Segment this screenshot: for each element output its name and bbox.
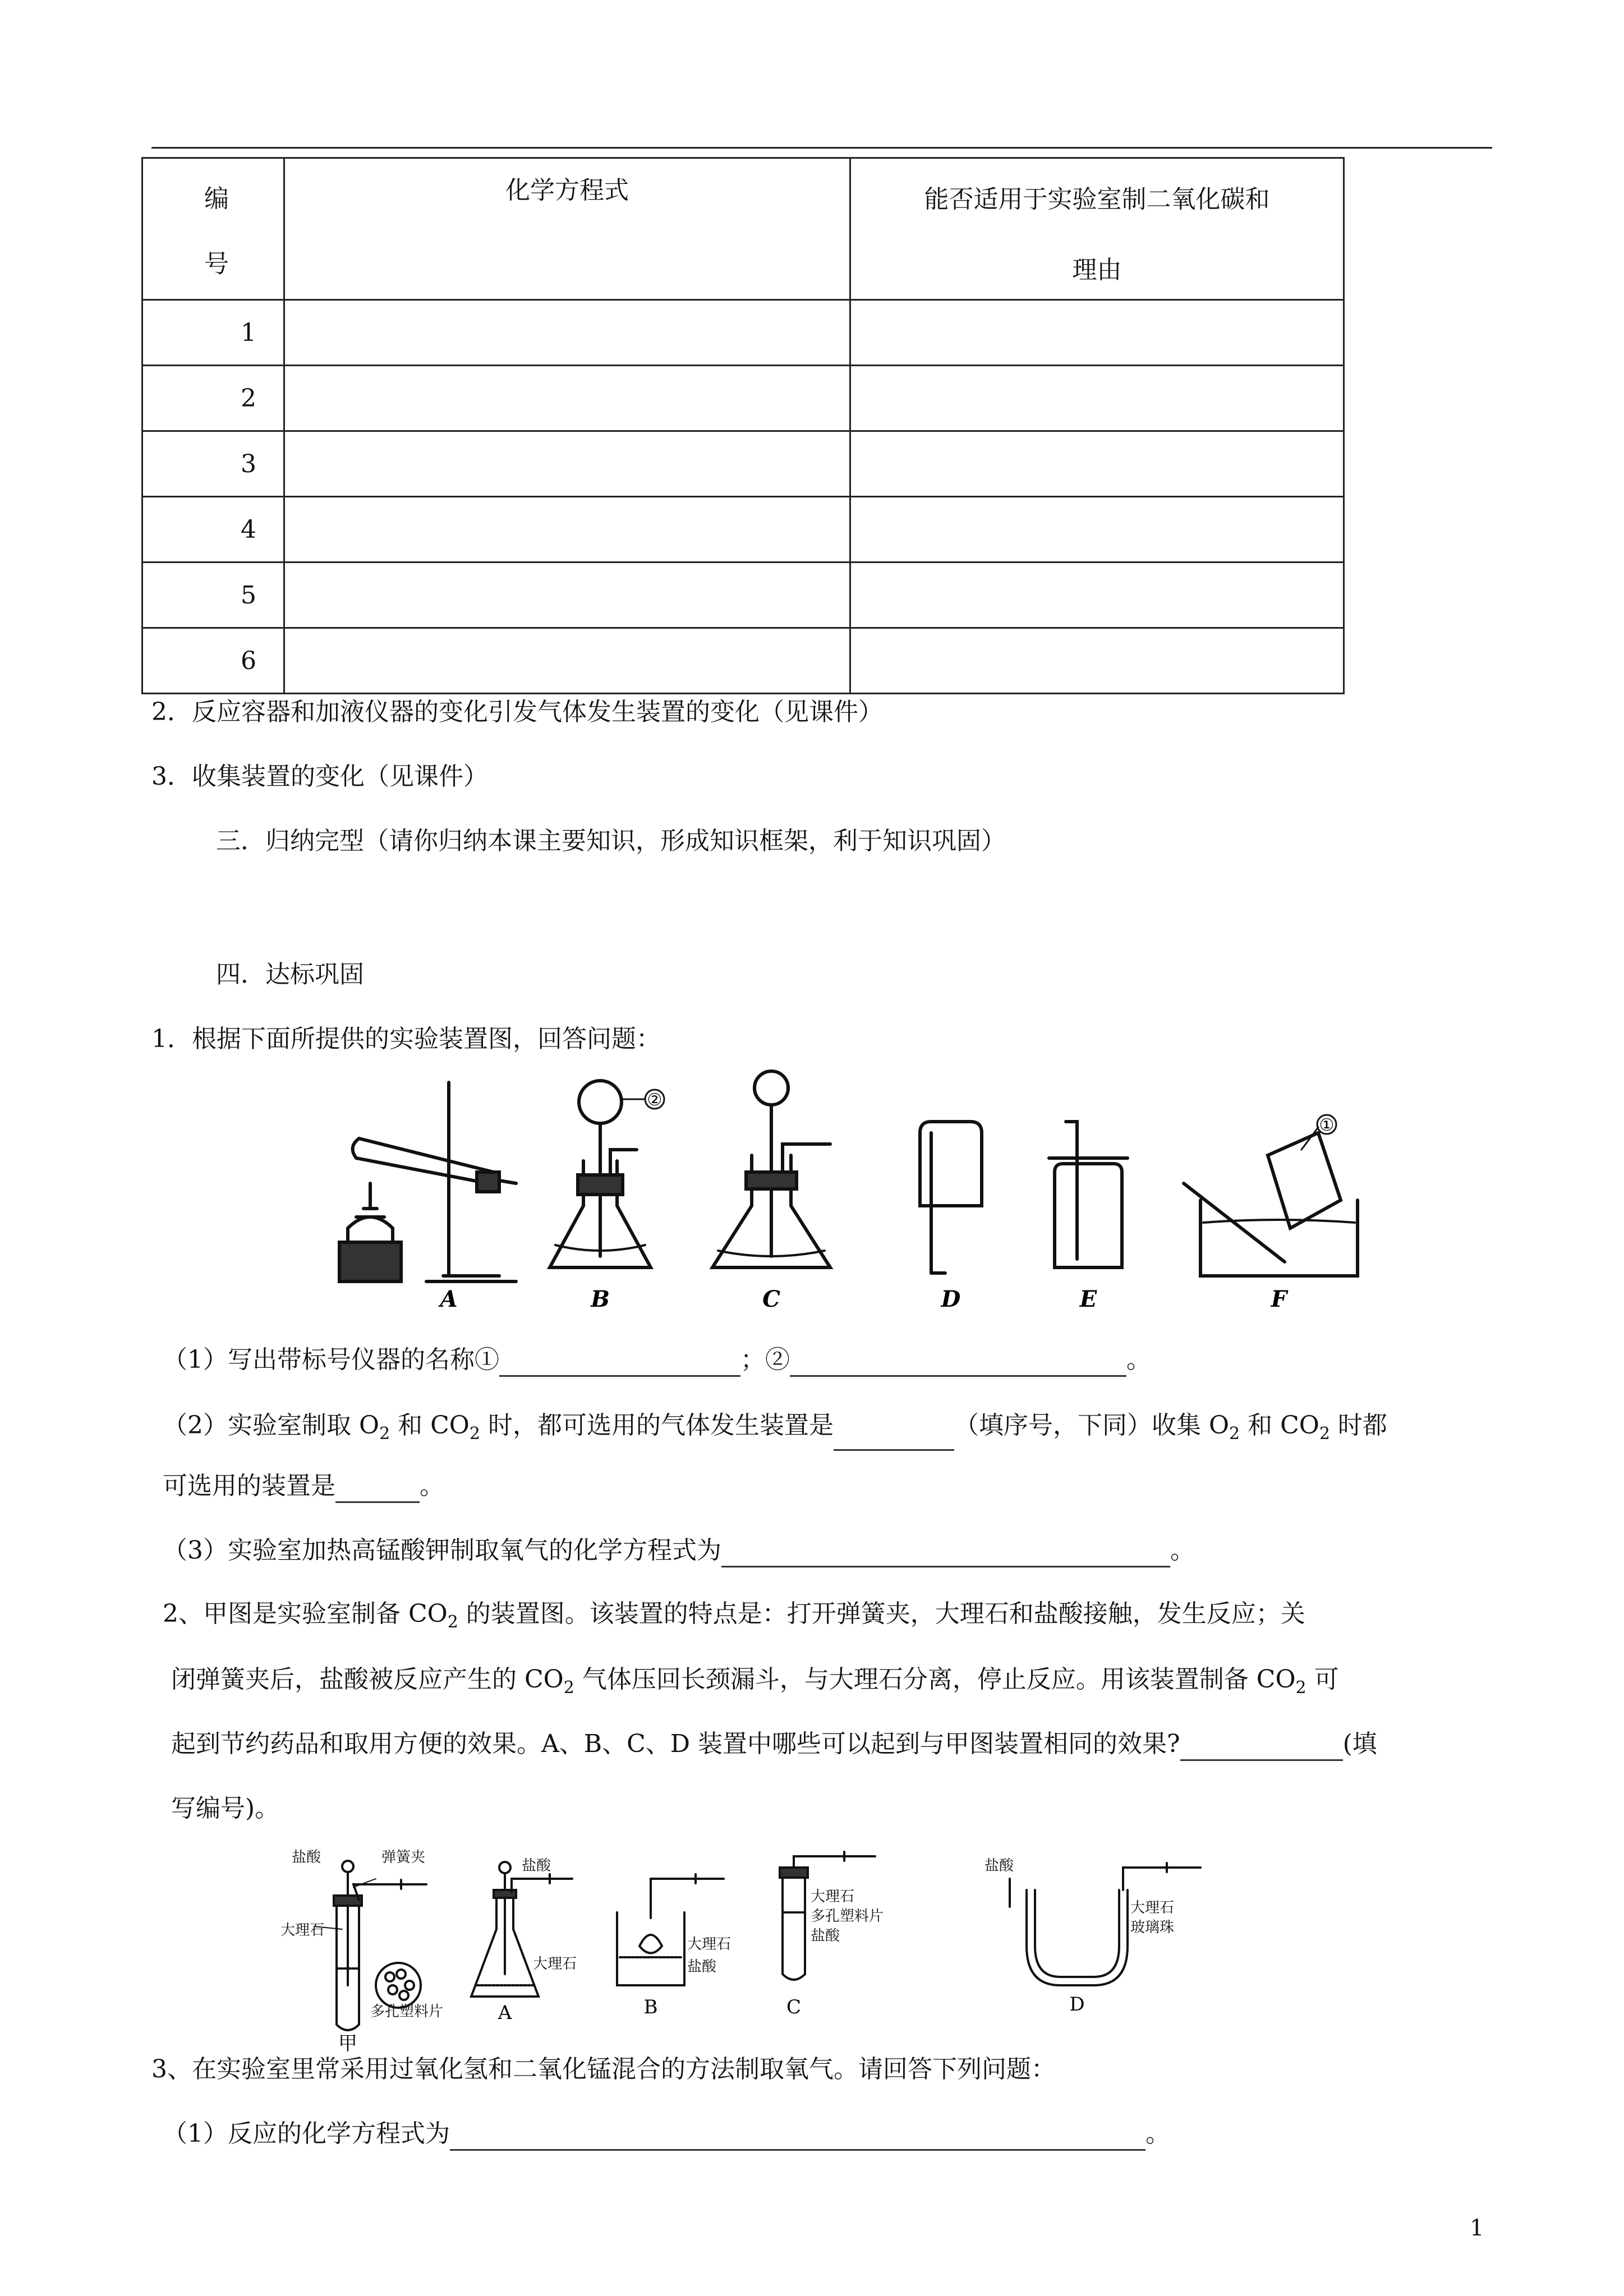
apparatus-figure-2 <box>280 1845 1178 2053</box>
blank-equation-h2o2[interactable] <box>450 2124 1145 2151</box>
table-row: 4 <box>142 497 1344 563</box>
q1-part3: （3）实验室加热高锰酸钾制取氧气的化学方程式为 。 <box>163 1534 1195 1567</box>
apparatus-d <box>920 1122 982 1273</box>
reason-cell[interactable] <box>850 366 1344 431</box>
apparatus-figure-1 <box>314 1066 1430 1312</box>
q3-line1: 3、在实验室里常采用过氧化氢和二氧化锰混合的方法制取氧气。请回答下列问题： <box>151 2055 1056 2083</box>
section-3-heading: 三．归纳完型（请你归纳本课主要知识，形成知识框架，利于知识巩固） <box>216 827 1006 855</box>
reason-cell[interactable] <box>850 300 1344 366</box>
blank-instrument-2[interactable] <box>790 1350 1126 1377</box>
label-b2: B <box>643 1996 658 2018</box>
q1-part2: （2）实验室制取 $O_2$ 和 $CO_2$ 时，都可选用的气体发生装置是 （填序号，下同）收集 $O_2$ 和 $CO_2$ 时都 <box>163 1409 1387 1451</box>
reason-cell[interactable] <box>850 563 1344 628</box>
label-a2: A <box>498 2002 512 2024</box>
label-e: E <box>1079 1286 1097 1312</box>
header-number: 编 号 <box>142 158 284 300</box>
svg-text:大理石: 大理石 <box>811 1888 855 1905</box>
q2-line1: 2、甲图是实验室制备 $CO_2$ 的装置图。该装置的特点是：打开弹簧夹，大理石和盐酸接触，发生反应；关 <box>163 1599 1305 1632</box>
svg-text:盐酸: 盐酸 <box>522 1857 551 1874</box>
q2-line4: 写编号)。 <box>171 1794 280 1823</box>
answer-table <box>141 157 1345 694</box>
page-number: 1 <box>1470 2215 1484 2241</box>
top-rule <box>151 147 1492 149</box>
section-4-heading: 四．达标巩固 <box>216 960 364 989</box>
blank-collector[interactable] <box>335 1477 420 1503</box>
reason-cell[interactable] <box>850 628 1344 694</box>
label-c2: C <box>786 1996 802 2018</box>
apparatus-jia-a <box>471 1862 572 1997</box>
label-d: D <box>941 1286 961 1312</box>
table-header-row <box>142 158 1344 300</box>
svg-text:盐酸: 盐酸 <box>687 1958 717 1975</box>
svg-text:大理石: 大理石 <box>280 1922 325 1939</box>
svg-text:弹簧夹: 弹簧夹 <box>381 1849 426 1866</box>
svg-text:多孔塑料片: 多孔塑料片 <box>811 1908 884 1925</box>
label-f: F <box>1271 1286 1287 1312</box>
table-row: 3 <box>142 431 1344 497</box>
apparatus-c <box>712 1071 830 1267</box>
q1-part2-line2: 可选用的装置是 。 <box>163 1469 444 1503</box>
equation-cell[interactable] <box>284 300 850 366</box>
label-a: A <box>440 1286 458 1312</box>
question-1: 1．根据下面所提供的实验装置图，回答问题： <box>151 1025 661 1053</box>
svg-text:盐酸: 盐酸 <box>984 1857 1014 1874</box>
blank-equation-kmno4[interactable] <box>721 1541 1170 1567</box>
label-d2: D <box>1069 1993 1085 2016</box>
blank-generator[interactable] <box>834 1424 954 1451</box>
line-2: 2．反应容器和加液仪器的变化引发气体发生装置的变化（见课件） <box>151 698 883 726</box>
table-row: 6 <box>142 628 1344 694</box>
svg-text:多孔塑料片: 多孔塑料片 <box>370 2003 444 2020</box>
header-equation: 化学方程式 <box>284 158 850 300</box>
apparatus-f <box>1184 1115 1358 1276</box>
table-row: 5 <box>142 563 1344 628</box>
svg-text:大理石: 大理石 <box>1130 1899 1175 1916</box>
table-row: 1 <box>142 300 1344 366</box>
svg-text:盐酸: 盐酸 <box>811 1928 840 1944</box>
q2-line2: 闭弹簧夹后，盐酸被反应产生的 $CO_2$ 气体压回长颈漏斗，与大理石分离，停止反应。用该装置制备 $CO_2$ 可 <box>171 1665 1339 1698</box>
equation-cell[interactable] <box>284 563 850 628</box>
apparatus-a <box>339 1082 516 1281</box>
reason-cell[interactable] <box>850 431 1344 497</box>
header-suitability: 能否适用于实验室制二氧化碳和 理由 <box>850 158 1344 300</box>
equation-cell[interactable] <box>284 628 850 694</box>
q1-part1: （1）写出带标号仪器的名称① ；② 。 <box>163 1343 1151 1377</box>
q3-part1: （1）反应的化学方程式为 。 <box>163 2117 1170 2151</box>
label-b: B <box>591 1286 610 1312</box>
q2-line3: 起到节约药品和取用方便的效果。A、B、C、D 装置中哪些可以起到与甲图装置相同的效果? (填 <box>171 1727 1377 1761</box>
table-row: 2 <box>142 366 1344 431</box>
apparatus-e <box>1049 1122 1128 1267</box>
line-3: 3．收集装置的变化（见课件） <box>151 762 488 791</box>
mark-2: ② <box>647 1090 663 1110</box>
equation-cell[interactable] <box>284 497 850 563</box>
svg-text:大理石: 大理石 <box>533 1956 577 1972</box>
svg-text:玻璃珠: 玻璃珠 <box>1130 1919 1175 1936</box>
label-jia: 甲 <box>338 2032 357 2055</box>
reason-cell[interactable] <box>850 497 1344 563</box>
label-c: C <box>762 1286 780 1312</box>
equation-cell[interactable] <box>284 431 850 497</box>
svg-text:盐酸: 盐酸 <box>292 1849 321 1866</box>
svg-text:大理石: 大理石 <box>687 1936 732 1953</box>
equation-cell[interactable] <box>284 366 850 431</box>
blank-instrument-1[interactable] <box>499 1350 740 1377</box>
mark-1: ① <box>1319 1115 1335 1135</box>
blank-devices[interactable] <box>1180 1735 1343 1761</box>
